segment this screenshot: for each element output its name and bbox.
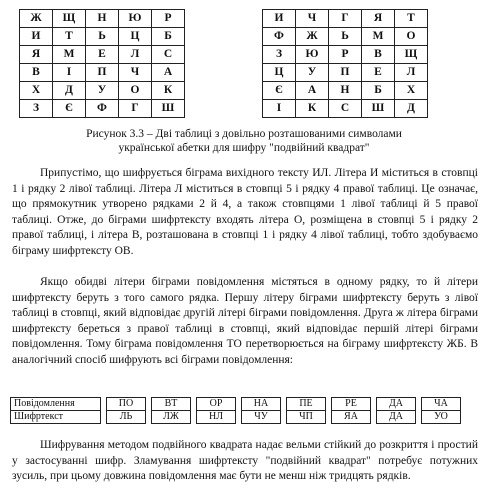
right-table-row <box>263 100 428 118</box>
caption-line-1: Рисунок 3.3 – Дві таблиці з довільно розташованими символами <box>86 128 402 140</box>
right-table-cell: Т <box>395 10 428 28</box>
cipher-bigram: ЧП <box>287 411 326 424</box>
left-table-cell: Х <box>20 82 53 100</box>
left-table-cell: Ю <box>119 10 152 28</box>
left-table-cell: Р <box>152 10 185 28</box>
message-bigram: НА <box>242 398 281 411</box>
left-table-cell: В <box>20 64 53 82</box>
left-table-cell: Ш <box>152 100 185 118</box>
left-table-cell: М <box>53 46 86 64</box>
left-table-cell: Г <box>119 100 152 118</box>
left-table-cell: Л <box>119 46 152 64</box>
left-table-cell: Ч <box>119 64 152 82</box>
right-table-cell: Ч <box>296 10 329 28</box>
right-table-cell: Ц <box>263 64 296 82</box>
left-table-cell: С <box>152 46 185 64</box>
message-bigram: ПЕ <box>287 398 326 411</box>
message-bigram: ДА <box>377 398 416 411</box>
right-table-cell: Ь <box>329 28 362 46</box>
right-table-cell: У <box>296 64 329 82</box>
right-table-cell: Г <box>329 10 362 28</box>
paragraph-3: Шифрування методом подвійного квадрата надає вельми стійкий до розкриття і простий у застосуванні шифр. Зламування шифртексту "подвійний квадрат" потребує потужних зусиль, при цьому довжина повідомлення має бути не менш ніж тридцять рядків. <box>12 439 478 482</box>
right-table-cell: К <box>296 100 329 118</box>
right-table-row <box>263 46 428 64</box>
right-table-cell: Ш <box>362 100 395 118</box>
right-table-row <box>263 64 428 82</box>
message-row <box>11 398 461 411</box>
left-cipher-table <box>19 9 185 118</box>
left-table-row <box>20 100 185 118</box>
cipher-bigram: ЛЖ <box>152 411 191 424</box>
left-table-cell: Б <box>152 28 185 46</box>
caption-line-2: української абетки для шифру "подвійний квадрат" <box>118 141 370 154</box>
message-bigram: ПО <box>107 398 146 411</box>
left-table-cell: К <box>152 82 185 100</box>
left-table-cell: Ф <box>86 100 119 118</box>
right-table-cell: Ю <box>296 46 329 64</box>
message-bigram: ВТ <box>152 398 191 411</box>
left-table-cell: Д <box>53 82 86 100</box>
right-cipher-table <box>262 9 428 118</box>
right-table-cell: А <box>296 82 329 100</box>
paragraph-2: Якщо обидві літери біграми повідомлення містяться в одному рядку, то й літери шифртексту беруть з того самого рядка. Першу літеру біграми шифртексту беруть з лівої таблиці в стовпці, який відповідає другій літері біграми повідомлення. Друга ж літера біграми шифртексту береться з правої таблиці в стовпці, який відповідає першій літері біграми повідомлення. Тому біграма повідомлення ТО перетворюється на біграму шифртексту ЖБ. В аналогічний спосіб шифрують всі біграми повідомлення: <box>12 276 478 366</box>
right-table-cell: Є <box>263 82 296 100</box>
cipher-bigram: УО <box>422 411 461 424</box>
left-table-cell: З <box>20 100 53 118</box>
left-table-row <box>20 28 185 46</box>
right-table-cell: Е <box>362 64 395 82</box>
left-table-cell: Т <box>53 28 86 46</box>
right-table-cell: Б <box>362 82 395 100</box>
right-table-cell: Щ <box>395 46 428 64</box>
message-row-label: Повідомлення <box>11 398 101 411</box>
left-table-cell: У <box>86 82 119 100</box>
cipher-bigram: ДА <box>377 411 416 424</box>
left-table-cell: О <box>119 82 152 100</box>
right-table-cell: И <box>263 10 296 28</box>
left-table-cell: П <box>86 64 119 82</box>
bigram-pairs-table <box>10 397 461 424</box>
right-table-cell: П <box>329 64 362 82</box>
right-table-cell: Я <box>362 10 395 28</box>
cipher-bigram: ЯА <box>332 411 371 424</box>
right-table-cell: І <box>263 100 296 118</box>
right-table-row <box>263 10 428 28</box>
cipher-bigram: ЧУ <box>242 411 281 424</box>
right-table-cell: С <box>329 100 362 118</box>
left-table-cell: Е <box>86 46 119 64</box>
left-table-cell: Ь <box>86 28 119 46</box>
left-table-cell: Є <box>53 100 86 118</box>
left-table-cell: Н <box>86 10 119 28</box>
message-bigram: ОР <box>197 398 236 411</box>
right-table-row <box>263 28 428 46</box>
left-table-row <box>20 46 185 64</box>
cipher-bigram: НЛ <box>197 411 236 424</box>
figure-caption <box>0 128 488 155</box>
left-table-cell: Щ <box>53 10 86 28</box>
right-table-cell: О <box>395 28 428 46</box>
left-table-row <box>20 82 185 100</box>
left-table-cell: Ц <box>119 28 152 46</box>
left-table-row <box>20 64 185 82</box>
right-table-cell: Х <box>395 82 428 100</box>
message-bigram: РЕ <box>332 398 371 411</box>
right-table-cell: Л <box>395 64 428 82</box>
cipher-row <box>11 411 461 424</box>
left-table-row <box>20 10 185 28</box>
right-table-cell: М <box>362 28 395 46</box>
left-table-cell: А <box>152 64 185 82</box>
message-bigram: ЧА <box>422 398 461 411</box>
right-table-cell: В <box>362 46 395 64</box>
right-table-cell: Ф <box>263 28 296 46</box>
right-table-cell: Д <box>395 100 428 118</box>
right-table-cell: Н <box>329 82 362 100</box>
right-table-cell: З <box>263 46 296 64</box>
paragraph-1: Припустімо, що шифрується біграма вихідного тексту ИЛ. Літера И міститься в стовпці 1 і рядку 2 лівої таблиці. Літера Л міститься в стовпці 5 і рядку 4 правої таблиці. Це означає, що прямокутник утворено рядками 2 й 4, а також стовпцями 1 лівої таблиці й 5 правої таблиці. Отже, до біграми шифртексту входять літера О, розміщена в стовпці 5 і рядку 2 правої таблиці, і літера В, розташована в стовпці 1 і рядку 4 лівої таблиці, тобто здобуваємо біграму шифртексту ОВ. <box>12 167 478 257</box>
right-table-cell: Р <box>329 46 362 64</box>
left-table-cell: И <box>20 28 53 46</box>
left-table-cell: Ж <box>20 10 53 28</box>
cipher-bigram: ЛЬ <box>107 411 146 424</box>
right-table-row <box>263 82 428 100</box>
cipher-row-label: Шифртекст <box>11 411 101 424</box>
right-table-cell: Ж <box>296 28 329 46</box>
left-table-cell: І <box>53 64 86 82</box>
left-table-cell: Я <box>20 46 53 64</box>
